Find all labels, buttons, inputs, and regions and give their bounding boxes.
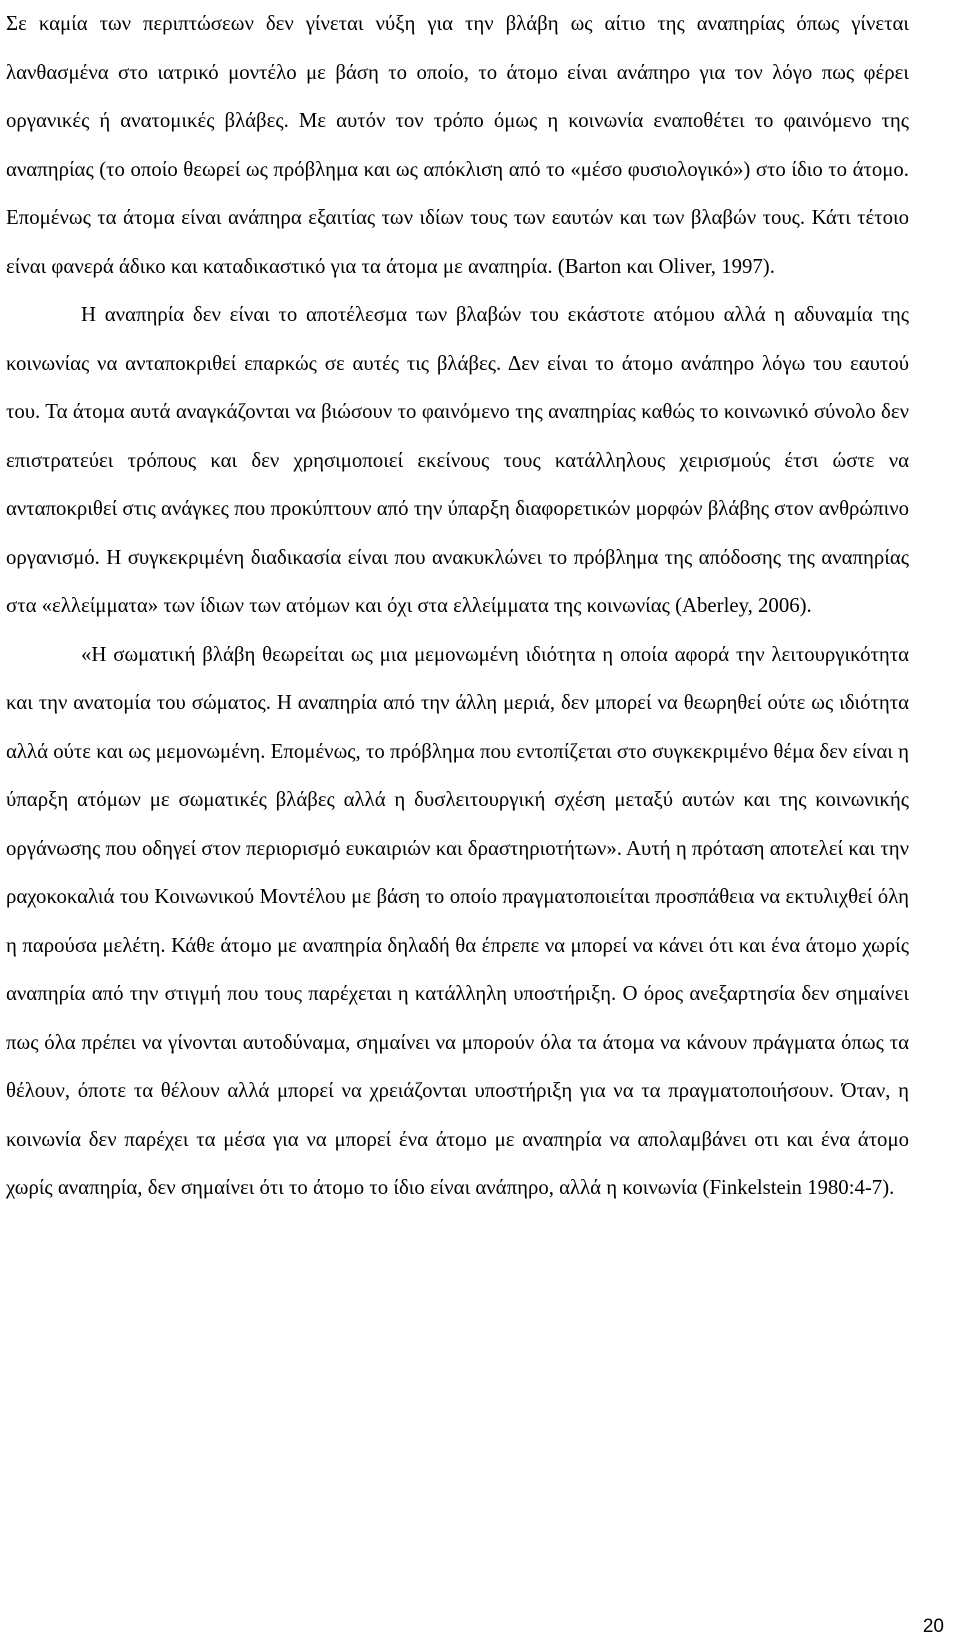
paragraph-1: Σε καμία των περιπτώσεων δεν γίνεται νύξη για την βλάβη ως αίτιο της αναπηρίας όπως γίνεται λανθασμένα στο ιατρικό μοντέλο με βάση το οποίο, το άτομο είναι ανάπηρο για τον λόγο πως φέρει οργανικές ή ανατομικές βλάβες. Με αυτόν τον τρόπο όμως η κοινωνία εναποθέτει το φαινόμενο της αναπηρίας (το οποίο θεωρεί ως πρόβλημα και ως απόκλιση από το «μέσο φυσιολογικό») στο ίδιο το άτομο. Επομένως τα άτομα είναι ανάπηρα εξαιτίας των ιδίων τους των εαυτών και των βλαβών τους. Κάτι τέτοιο είναι φανερά άδικο και καταδικαστικό για τα άτομα με αναπηρία. (Barton και Oliver, 1997). (6, 12, 909, 278)
paragraph-3: «Η σωματική βλάβη θεωρείται ως μια μεμονωμένη ιδιότητα η οποία αφορά την λειτουργικότητα και την ανατομία του σώματος. Η αναπηρία από την άλλη μεριά, δεν μπορεί να θεωρηθεί ούτε ως ιδιότητα αλλά ούτε και ως μεμονωμένη. Επομένως, το πρόβλημα που εντοπίζεται στο συγκεκριμένο θέμα δεν είναι η ύπαρξη ατόμων με σωματικές βλάβες αλλά η δυσλειτουργική σχέση μεταξύ αυτών και της κοινωνικής οργάνωσης που οδηγεί στον περιορισμό ευκαιριών και δραστηριοτήτων». Αυτή η πρόταση αποτελεί και την ραχοκοκαλιά του Κοινωνικού Μοντέλου με βάση το οποίο πραγματοποιείται προσπάθεια να εκτυλιχθεί όλη η παρούσα μελέτη. Κάθε άτομο με αναπηρία δηλαδή θα έπρεπε να μπορεί να κάνει ότι και ένα άτομο χωρίς αναπηρία από την στιγμή που τους παρέχεται η κατάλληλη υποστήριξη. Ο όρος ανεξαρτησία δεν σημαίνει πως όλα πρέπει να γίνονται αυτοδύναμα, σημαίνει να μπορούν όλα τα άτομα να κάνουν πράγματα όπως τα θέλουν, όποτε τα θέλουν αλλά μπορεί να χρειάζονται υποστήριξη για να τα πραγματοποιήσουν. Όταν, η κοινωνία δεν παρέχει τα μέσα για να μπορεί ένα άτομο με αναπηρία να απολαμβάνει οτι και ένα άτομο χωρίς αναπηρία, δεν σημαίνει ότι το άτομο το ίδιο είναι ανάπηρο, αλλά η κοινωνία (Finkelstein 1980:4-7). (6, 642, 909, 1199)
body-text (6, 0, 909, 1213)
paragraph-2: Η αναπηρία δεν είναι το αποτέλεσμα των βλαβών του εκάστοτε ατόμου αλλά η αδυναμία της κοινωνίας να ανταποκριθεί επαρκώς σε αυτές τις βλάβες. Δεν είναι το άτομο ανάπηρο λόγω του εαυτού του. Τα άτομα αυτά αναγκάζονται να βιώσουν το φαινόμενο της αναπηρίας καθώς το κοινωνικό σύνολο δεν επιστρατεύει τρόπους και δεν χρησιμοποιεί εκείνους τους κατάλληλους χειρισμούς έτσι ώστε να ανταποκριθεί στις ανάγκες που προκύπτουν από την ύπαρξη διαφορετικών μορφών βλάβης στον ανθρώπινο οργανισμό. Η συγκεκριμένη διαδικασία είναι που ανακυκλώνει το πρόβλημα της απόδοσης της αναπηρίας στα «ελλείμματα» των ίδιων των ατόμων και όχι στα ελλείμματα της κοινωνίας (Aberley, 2006). (6, 303, 909, 617)
page-number: 20 (922, 1616, 944, 1637)
